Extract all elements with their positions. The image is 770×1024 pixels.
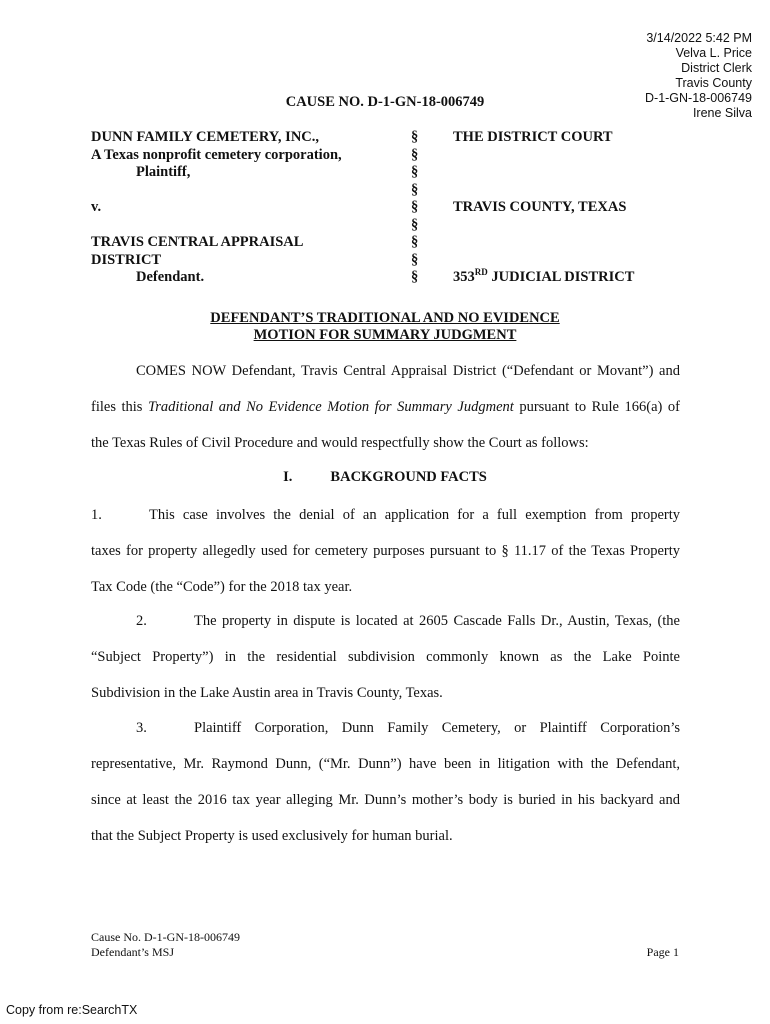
paragraph-3-line2: representative, Mr. Raymond Dunn, (“Mr. Dunn”) have been in litigation with the Defendant,: [91, 756, 680, 772]
plaintiff-role: Plaintiff,: [136, 164, 191, 180]
stamp-deputy: Irene Silva: [692, 106, 752, 120]
section-number: I.: [283, 469, 293, 485]
section-symbol-column: [411, 129, 431, 287]
defendant-name-line2: DISTRICT: [91, 251, 162, 268]
paragraph-1-line1: 1. This case involves the denial of an application for a full exemption from property: [91, 505, 680, 541]
paragraph-number: 1.: [91, 507, 102, 523]
stamp-datetime: 3/14/2022 5:42 PM: [646, 31, 752, 45]
stamp-case-number: D-1-GN-18-006749: [645, 91, 752, 105]
court-name: THE DISTRICT COURT: [453, 129, 613, 145]
paragraph-2-line2: “Subject Property”) in the residential subdivision commonly known as the Lake Pointe: [91, 649, 680, 665]
paragraph-2-line1: 2. The property in dispute is located at 2605 Cascade Falls Dr., Austin, Texas, (the: [91, 611, 680, 647]
paragraph-1: [91, 505, 680, 613]
caption-parties: [91, 129, 411, 287]
section-symbol: §: [411, 251, 419, 268]
motion-title-line2: MOTION FOR SUMMARY JUDGMENT: [253, 326, 517, 343]
intro-paragraph: [91, 361, 680, 469]
versus: v.: [91, 199, 102, 215]
intro-line2: files this Traditional and No Evidence Motion for Summary Judgment pursuant to Rule 166(a) of: [91, 399, 680, 415]
paragraph-3-line1: 3. Plaintiff Corporation, Dunn Family Cemetery, or Plaintiff Corporation’s: [91, 718, 680, 754]
plaintiff-description: A Texas nonprofit cemetery corporation,: [91, 146, 342, 163]
stamp-clerk-name: Velva L. Price: [675, 46, 752, 60]
paragraph-1-line3: Tax Code (the “Code”) for the 2018 tax year.: [91, 579, 353, 595]
paragraph-3-line4: that the Subject Property is used exclusively for human burial.: [91, 828, 453, 844]
footer-cause-number: Cause No. D-1-GN-18-006749: [91, 930, 240, 944]
motion-title-line1: DEFENDANT’S TRADITIONAL AND NO EVIDENCE: [210, 310, 560, 326]
section-symbol: §: [411, 164, 419, 180]
copy-notice: Copy from re:SearchTX: [6, 1003, 138, 1017]
section-symbol: §: [411, 234, 419, 250]
defendant-name-line1: TRAVIS CENTRAL APPRAISAL: [91, 234, 304, 250]
defendant-role: Defendant.: [136, 269, 205, 285]
section-symbol: §: [411, 269, 419, 285]
paragraph-number: 3.: [136, 720, 147, 736]
page-number: Page 1: [646, 945, 679, 959]
section-heading: [0, 469, 770, 486]
caption-court: [453, 129, 713, 287]
intro-line1: COMES NOW Defendant, Travis Central Appraisal District (“Defendant or Movant”) and: [136, 363, 680, 379]
paragraph-2: [91, 611, 680, 719]
stamp-clerk-title: District Clerk: [681, 61, 752, 75]
section-symbol: §: [411, 129, 419, 145]
judicial-district: 353RD JUDICIAL DISTRICT: [453, 267, 635, 285]
intro-line3: the Texas Rules of Civil Procedure and would respectfully show the Court as follows:: [91, 435, 589, 451]
motion-title: [0, 310, 770, 343]
cause-number: CAUSE NO. D-1-GN-18-006749: [285, 94, 485, 110]
section-symbol: §: [411, 146, 419, 163]
paragraph-1-line2: taxes for property allegedly used for cemetery purposes pursuant to § 11.17 of the Texas Property: [91, 543, 680, 559]
paragraph-number: 2.: [136, 613, 147, 629]
paragraph-2-line3: Subdivision in the Lake Austin area in Travis County, Texas.: [91, 685, 443, 701]
page-footer: [91, 930, 240, 960]
section-symbol: §: [411, 216, 419, 233]
plaintiff-name: DUNN FAMILY CEMETERY, INC.,: [91, 129, 320, 145]
paragraph-3: [91, 718, 680, 862]
county-name: TRAVIS COUNTY, TEXAS: [453, 199, 627, 215]
section-title: BACKGROUND FACTS: [330, 469, 487, 485]
paragraph-3-line3: since at least the 2016 tax year alleging Mr. Dunn’s mother’s body is buried in his backyard and: [91, 792, 680, 808]
section-symbol: §: [411, 181, 419, 198]
stamp-county: Travis County: [675, 76, 752, 90]
section-symbol: §: [411, 199, 419, 215]
footer-document-name: Defendant’s MSJ: [91, 945, 174, 959]
